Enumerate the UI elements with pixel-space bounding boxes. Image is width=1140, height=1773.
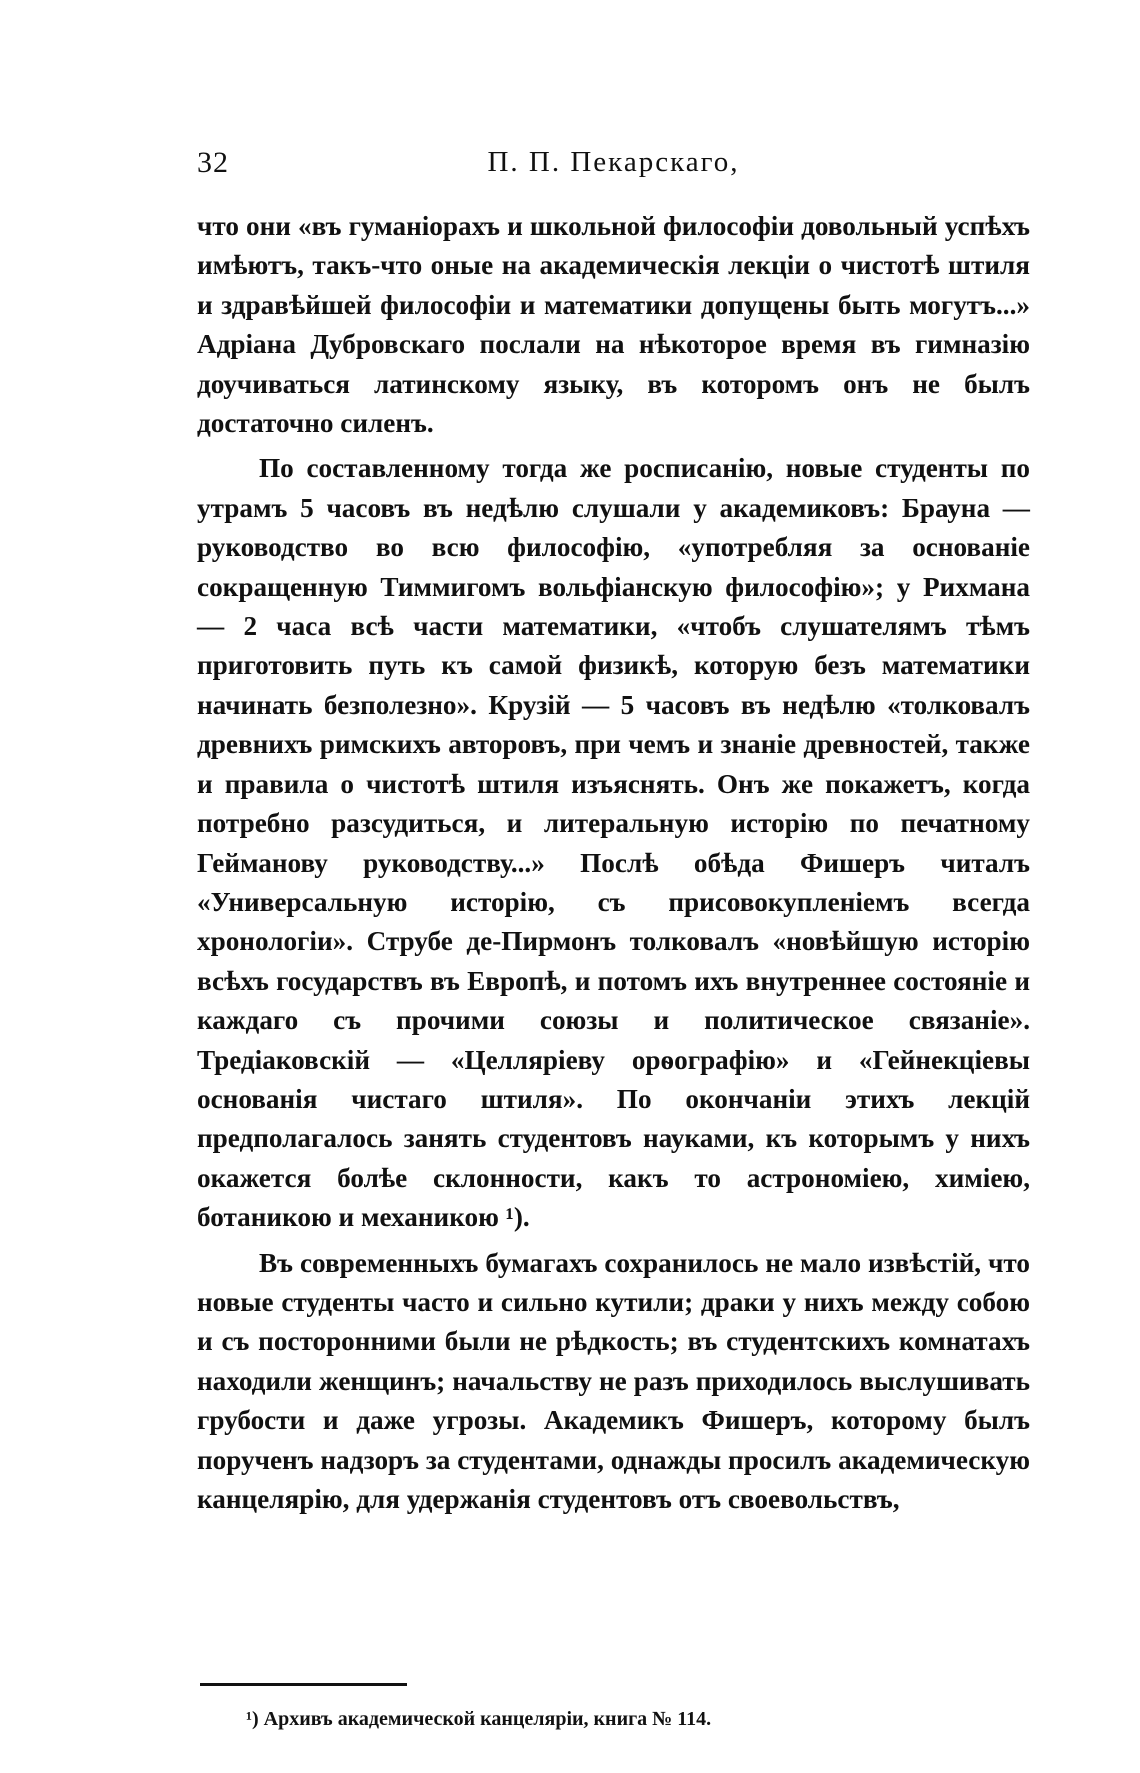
page-header (197, 146, 1030, 186)
paragraph-3: Въ современныхъ бумагахъ сохранилось не мало извѣстій, что новые студенты часто и сильно кутили; драки у нихъ между собою и съ посторонними были не рѣдкость; въ студентскихъ комнатахъ находили женщинъ; начальству не разъ приходилось выслушивать грубости и даже угрозы. Академикъ Фишеръ, которому былъ порученъ надзоръ за студентами, однажды просилъ академическую канцелярію, для удержанія студентовъ отъ своевольствъ, (197, 1247, 1030, 1514)
paragraph-2: По составленному тогда же росписанію, новые студенты по утрамъ 5 часовъ въ недѣлю слушали у академиковъ: Брауна — руководство во всю философію, «употребляя за основаніе сокращенную Тиммигомъ вольфіанскую философію»; у Рихмана — 2 часа всѣ части математики, «чтобъ слушателямъ тѣмъ приготовить путь къ самой физикѣ, которую безъ математики начинать безполезно». Крузій — 5 часовъ въ недѣлю «толковалъ древнихъ римскихъ авторовъ, при чемъ и знаніе древностей, также и правила о чистотѣ штиля изъяснять. Онъ же покажетъ, когда потребно разсудиться, и литеральную исторію по печатному Гейманову руководству...» Послѣ обѣда Фишеръ читалъ «Универсальную исторію, съ присовокупленіемъ всегда хронологіи». Струбе де-Пирмонъ толковалъ «новѣйшую исторію всѣхъ государствъ въ Европѣ, и потомъ ихъ внутреннее состояніе и каждаго съ прочими союзы и политическое связаніе». Тредіаковскій — «Целляріеву орѳографію» и «Гейнекціевы основанія чистаго штиля». По окончаніи этихъ лекцій предполагалось занять студентовъ науками, къ которымъ у нихъ окажется болѣе склонности, какъ то астрономіею, химіею, ботаникою и механикою ¹). (197, 453, 1030, 1233)
body-text (197, 207, 1030, 1519)
footnote: ¹) Архивъ академической канцеляріи, книга № 114. (246, 1708, 712, 1730)
paragraph-1: что они «въ гуманіорахъ и школьной философіи довольный успѣхъ имѣютъ, такъ-что оные на академическія лекціи о чистотѣ штиля и здравѣйшей философіи и математики допущены быть могутъ...» Адріана Дубровскаго послали на нѣкоторое время въ гимназію доучиваться латинскому языку, въ которомъ онъ не былъ достаточно силенъ. (197, 211, 1030, 439)
page-number: 32 (197, 146, 229, 179)
running-head: П. П. Пекарскаго, (487, 146, 740, 178)
footnote-divider (200, 1683, 407, 1686)
